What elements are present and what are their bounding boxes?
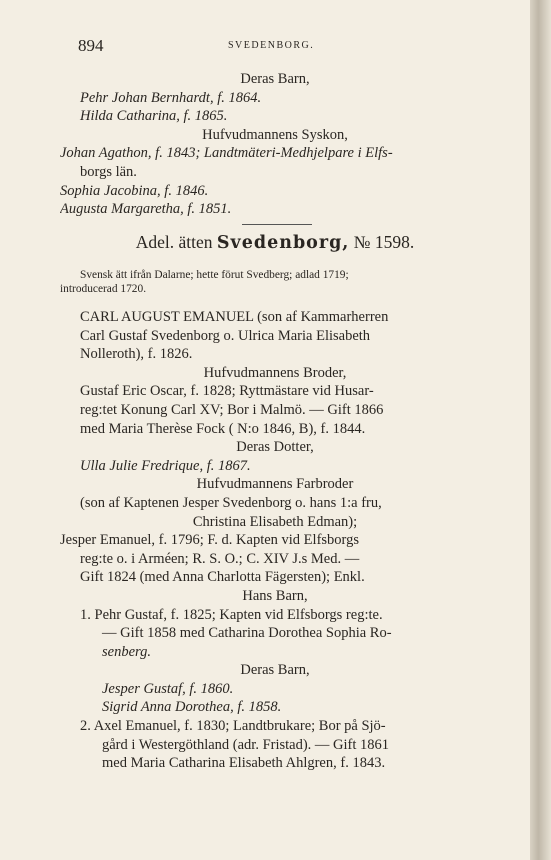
heading-number: № 1598.	[353, 232, 415, 252]
text-line: borgs län.	[80, 163, 137, 180]
text-line: (son af Kaptenen Jesper Svedenborg o. hans 1:a fru,	[80, 494, 382, 511]
intro-note	[60, 268, 490, 296]
text-line: gård i Westergöthland (adr. Fristad). — Gift 1861	[102, 736, 390, 753]
section-divider	[242, 224, 312, 225]
text-line: Sophia Jacobina, f. 1846.	[60, 182, 209, 199]
page-binding-edge	[530, 0, 551, 860]
text-line: senberg.	[102, 643, 151, 660]
text-line: Hans Barn,	[242, 587, 308, 604]
text-line: Carl Gustaf Svedenborg o. Ulrica Maria Elisabeth	[80, 327, 371, 344]
section-heading	[60, 232, 490, 253]
text-line: reg:tet Konung Carl XV; Bor i Malmö. — Gift 1866	[80, 401, 384, 418]
running-title: SVEDENBORG.	[228, 40, 315, 51]
text-line: Sigrid Anna Dorothea, f. 1858.	[102, 699, 282, 716]
top-section	[60, 70, 490, 219]
text-line: Jesper Gustaf, f. 1860.	[102, 680, 234, 697]
text-line: Jesper Emanuel, f. 1796; F. d. Kapten vid Elfsborgs	[60, 532, 359, 549]
text-line: Johan Agathon, f. 1843; Landtmäteri-Medhjelpare i Elfs-	[60, 145, 393, 162]
text-line: Augusta Margaretha, f. 1851.	[60, 201, 232, 218]
heading-prefix: Adel. ätten	[135, 232, 213, 252]
text-line: 2. Axel Emanuel, f. 1830; Landtbrukare; Bor på Sjö-	[80, 718, 386, 735]
text-line: Gift 1824 (med Anna Charlotta Fägersten); Enkl.	[80, 569, 365, 586]
text-line: — Gift 1858 med Catharina Dorothea Sophia Ro-	[102, 625, 392, 642]
text-line: Svensk ätt ifrån Dalarne; hette förut Svedberg; adlad 1719;	[80, 269, 349, 281]
text-line: med Maria Catharina Elisabeth Ahlgren, f. 1843.	[102, 755, 386, 772]
text-line: Deras Barn,	[240, 71, 310, 87]
text-line: CARL AUGUST EMANUEL (son af Kammarherren	[80, 309, 389, 325]
page-number: 894	[78, 36, 104, 55]
text-line: 1. Pehr Gustaf, f. 1825; Kapten vid Elfsborgs reg:te.	[80, 606, 383, 623]
text-line: med Maria Therèse Fock ( N:o 1846, B), f. 1844.	[80, 420, 366, 437]
text-line: Deras Dotter,	[236, 439, 314, 456]
text-line: Deras Barn,	[240, 662, 310, 679]
text-line: introducerad 1720.	[60, 283, 147, 295]
text-line: Gustaf Eric Oscar, f. 1828; Ryttmästare vid Husar-	[80, 383, 374, 400]
text-line: Hilda Catharina, f. 1865.	[80, 108, 228, 125]
heading-family-name: Svedenborg,	[216, 233, 350, 253]
text-line: Christina Elisabeth Edman);	[192, 513, 358, 530]
text-line: Hufvudmannens Farbroder	[196, 476, 354, 493]
text-line: Nolleroth), f. 1826.	[80, 346, 193, 363]
text-line: Pehr Johan Bernhardt, f. 1864.	[80, 89, 262, 106]
text-line: Hufvudmannens Broder,	[203, 364, 347, 381]
page-header	[78, 36, 518, 56]
text-line: Ulla Julie Fredrique, f. 1867.	[80, 457, 251, 474]
main-section	[60, 308, 490, 773]
text-line: reg:te o. i Arméen; R. S. O.; C. XIV J.s Med. —	[80, 550, 360, 567]
text-line: Hufvudmannens Syskon,	[202, 126, 348, 143]
